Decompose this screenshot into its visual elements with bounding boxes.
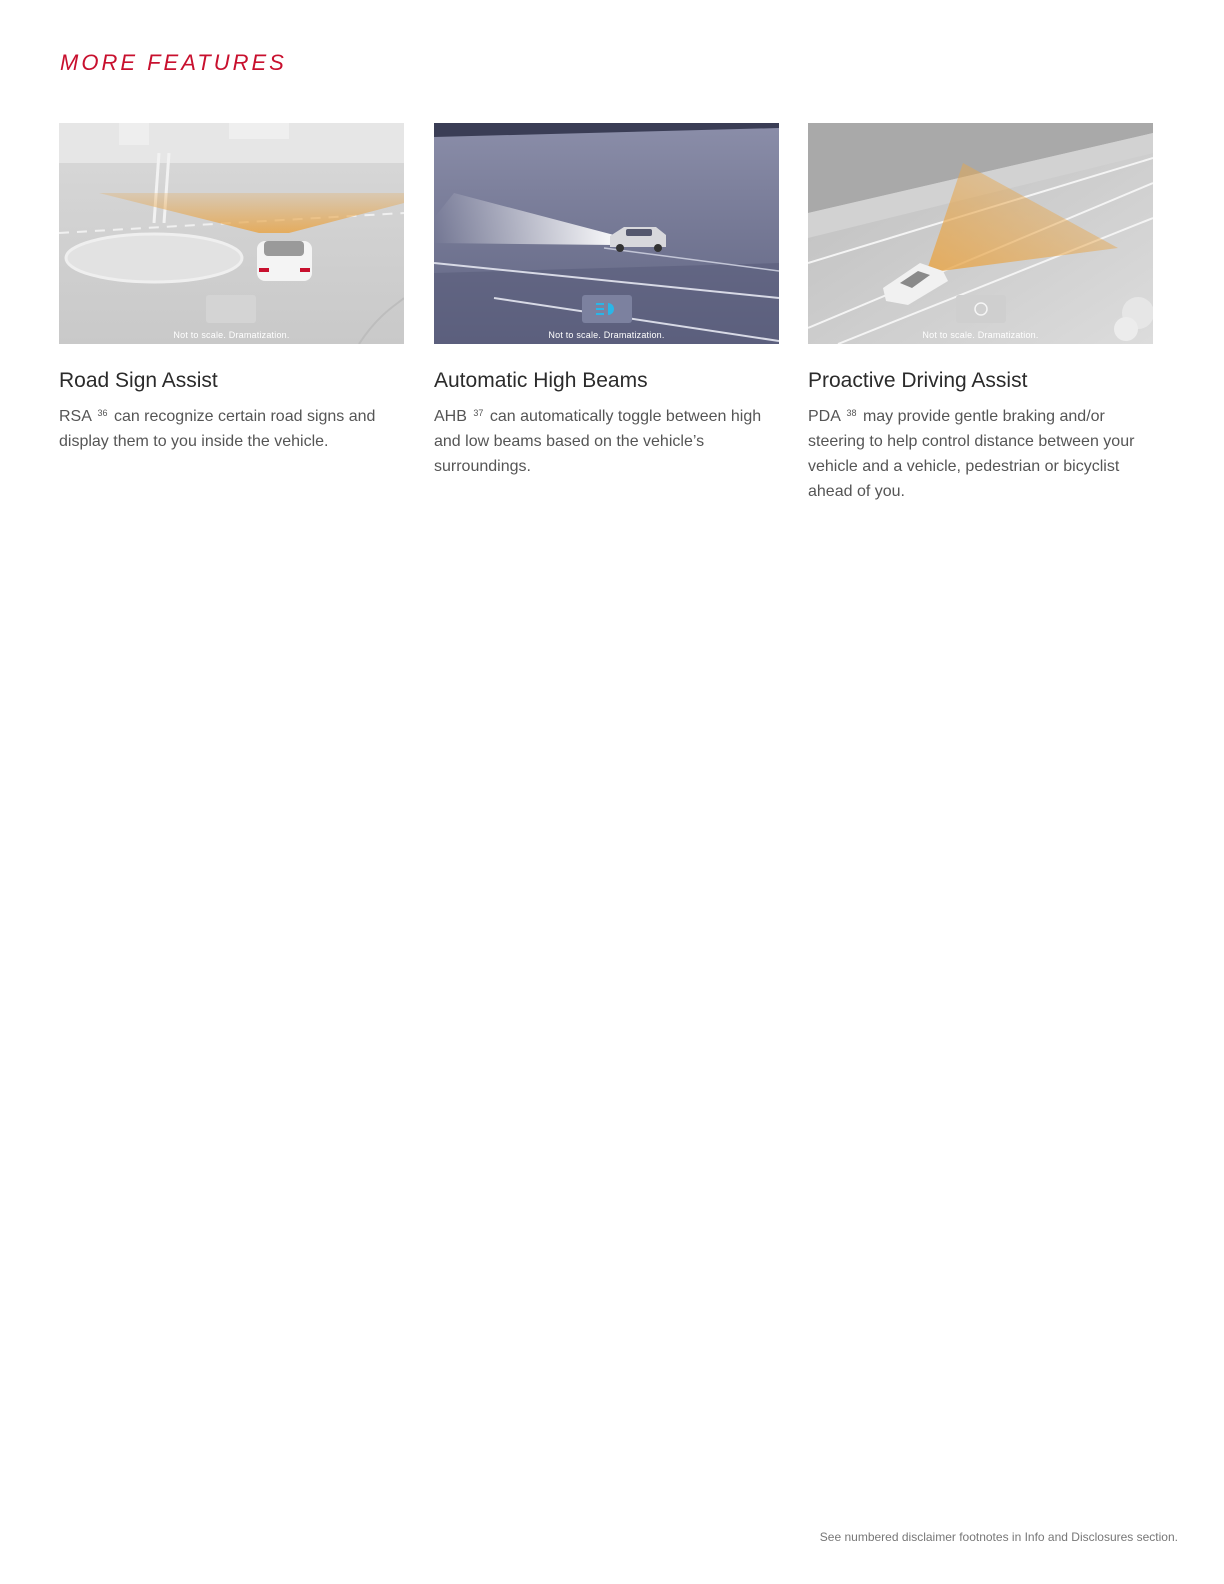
- feature-card-automatic-high-beams: [434, 123, 779, 479]
- footnote-ref: 38: [846, 408, 857, 418]
- feature-abbr: PDA: [808, 408, 841, 425]
- feature-description: [59, 404, 404, 454]
- section-title: MORE FEATURES: [60, 50, 287, 75]
- car-shape: [257, 241, 312, 281]
- feature-description: [808, 404, 1153, 504]
- image-caption: Not to scale. Dramatization.: [173, 330, 290, 340]
- footnote-ref: 37: [473, 408, 484, 418]
- feature-abbr: RSA: [59, 408, 92, 425]
- feature-title: Proactive Driving Assist: [808, 369, 1028, 392]
- footnote-ref: 36: [97, 408, 108, 418]
- automatic-high-beams-illustration: [434, 123, 779, 344]
- feature-card-road-sign-assist: [59, 123, 404, 454]
- image-caption: Not to scale. Dramatization.: [922, 330, 1039, 340]
- feature-body: can automatically toggle between high and low beams based on the vehicle’s surroundings.: [434, 408, 762, 475]
- image-caption: Not to scale. Dramatization.: [548, 330, 665, 340]
- feature-title: Automatic High Beams: [434, 369, 648, 392]
- road-sign-assist-illustration: [59, 123, 404, 344]
- feature-card-proactive-driving-assist: [808, 123, 1153, 504]
- feature-body: can recognize certain road signs and display them to you inside the vehicle.: [59, 408, 376, 450]
- proactive-driving-assist-illustration: [808, 123, 1153, 344]
- automatic-high-beams-image: [434, 123, 779, 344]
- proactive-driving-assist-image: [808, 123, 1153, 344]
- feature-abbr: AHB: [434, 408, 467, 425]
- feature-description: [434, 404, 779, 479]
- footer-disclaimer: See numbered disclaimer footnotes in Info and Disclosures section.: [819, 1530, 1178, 1544]
- feature-title: Road Sign Assist: [59, 369, 218, 392]
- road-sign-assist-image: [59, 123, 404, 344]
- feature-body: may provide gentle braking and/or steering to help control distance between your vehicle and a vehicle, pedestrian or bicyclist ahead of you.: [808, 408, 1135, 500]
